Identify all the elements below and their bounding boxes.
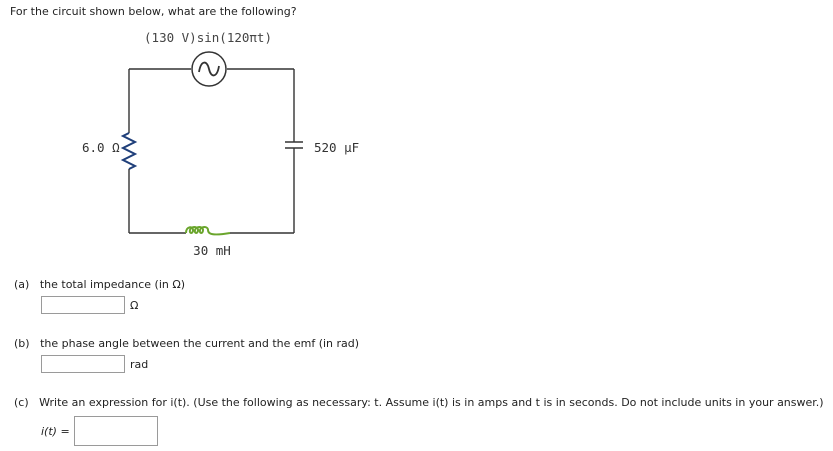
capacitor-icon	[285, 142, 303, 148]
inductor-icon	[186, 227, 230, 234]
part-c-question	[14, 396, 824, 409]
resistor-icon	[123, 133, 135, 169]
part-b-letter: (b)	[14, 337, 30, 350]
question-intro: For the circuit shown below, what are the following?	[10, 5, 297, 18]
part-a-prompt: the total impedance (in Ω)	[39, 278, 186, 291]
impedance-unit: Ω	[130, 299, 139, 312]
phase-angle-unit: rad	[130, 358, 149, 371]
source-label: (130 V)sin(120πt)	[144, 30, 272, 45]
phase-angle-input[interactable]	[41, 355, 125, 373]
ac-source-icon	[192, 52, 226, 86]
part-b-question	[14, 337, 359, 350]
part-a-letter: (a)	[14, 278, 30, 291]
part-c-letter: (c)	[14, 396, 29, 409]
part-a-question	[14, 278, 185, 291]
resistor-label: 6.0 Ω	[82, 140, 120, 155]
inductor-label: 30 mH	[193, 243, 231, 258]
capacitor-label: 520 µF	[314, 140, 360, 155]
current-expression-input[interactable]	[74, 416, 158, 446]
impedance-input[interactable]	[41, 296, 125, 314]
part-b-prompt: the phase angle between the current and the emf (in rad)	[40, 337, 360, 350]
current-expression-label: i(t) =	[41, 425, 70, 438]
part-c-prompt: Write an expression for i(t). (Use the following as necessary: t. Assume i(t) is in amps and t is in seconds. Do not include units in your answer.)	[39, 396, 824, 409]
